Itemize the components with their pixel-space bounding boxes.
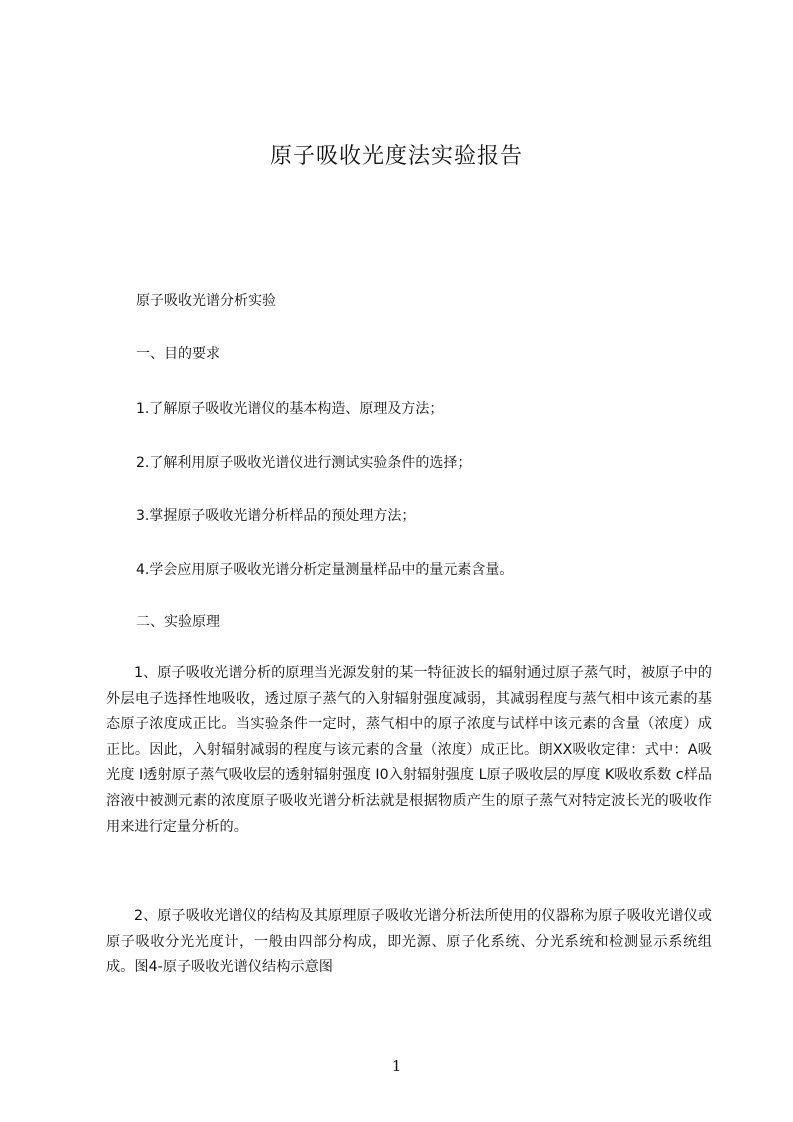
objective-item: 3.掌握原子吸收光谱分析样品的预处理方法； [136, 508, 416, 524]
section-heading-principle: 二、实验原理 [136, 614, 220, 630]
objective-item: 4.学会应用原子吸收光谱分析定量测量样品中的量元素含量。 [136, 562, 514, 578]
document-subtitle: 原子吸收光谱分析实验 [136, 293, 276, 309]
objective-item: 2.了解利用原子吸收光谱仪进行测试实验条件的选择； [136, 455, 472, 471]
page-title: 原子吸收光度法实验报告 [269, 144, 523, 169]
principle-paragraph: 1、原子吸收光谱分析的原理当光源发射的某一特征波长的辐射通过原子蒸气时，被原子中的外层电子选择性地吸收，透过原子蒸气的入射辐射强度减弱，其减弱程度与蒸气相中该元素的基态原子浓度成正比。当实验条件一定时，蒸气相中的原子浓度与试样中该元素的含量（浓度）成正比。因此，入射辐射减弱的程度与该元素的含量（浓度）成正比。朗XX吸收定律：式中：A吸光度 I透射原子蒸气吸收层的透射辐射强度 I0入射辐射强度 L原子吸收层的厚度 K吸收系数 c样品溶液中被测元素的浓度原子吸收光谱分析法就是根据物质产生的原子蒸气对特定波长光的吸收作用来进行定量分析的。 [106, 665, 712, 835]
section-heading-objectives: 一、目的要求 [136, 346, 220, 362]
objective-item: 1.了解原子吸收光谱仪的基本构造、原理及方法； [136, 401, 444, 417]
principle-paragraph: 2、原子吸收光谱仪的结构及其原理原子吸收光谱分析法所使用的仪器称为原子吸收光谱仪或原子吸收分光光度计，一般由四部分构成，即光源、原子化系统、分光系统和检测显示系统组成。图4-原子吸收光谱仪结构示意图 [106, 908, 712, 976]
page-number: 1 [391, 1057, 402, 1075]
